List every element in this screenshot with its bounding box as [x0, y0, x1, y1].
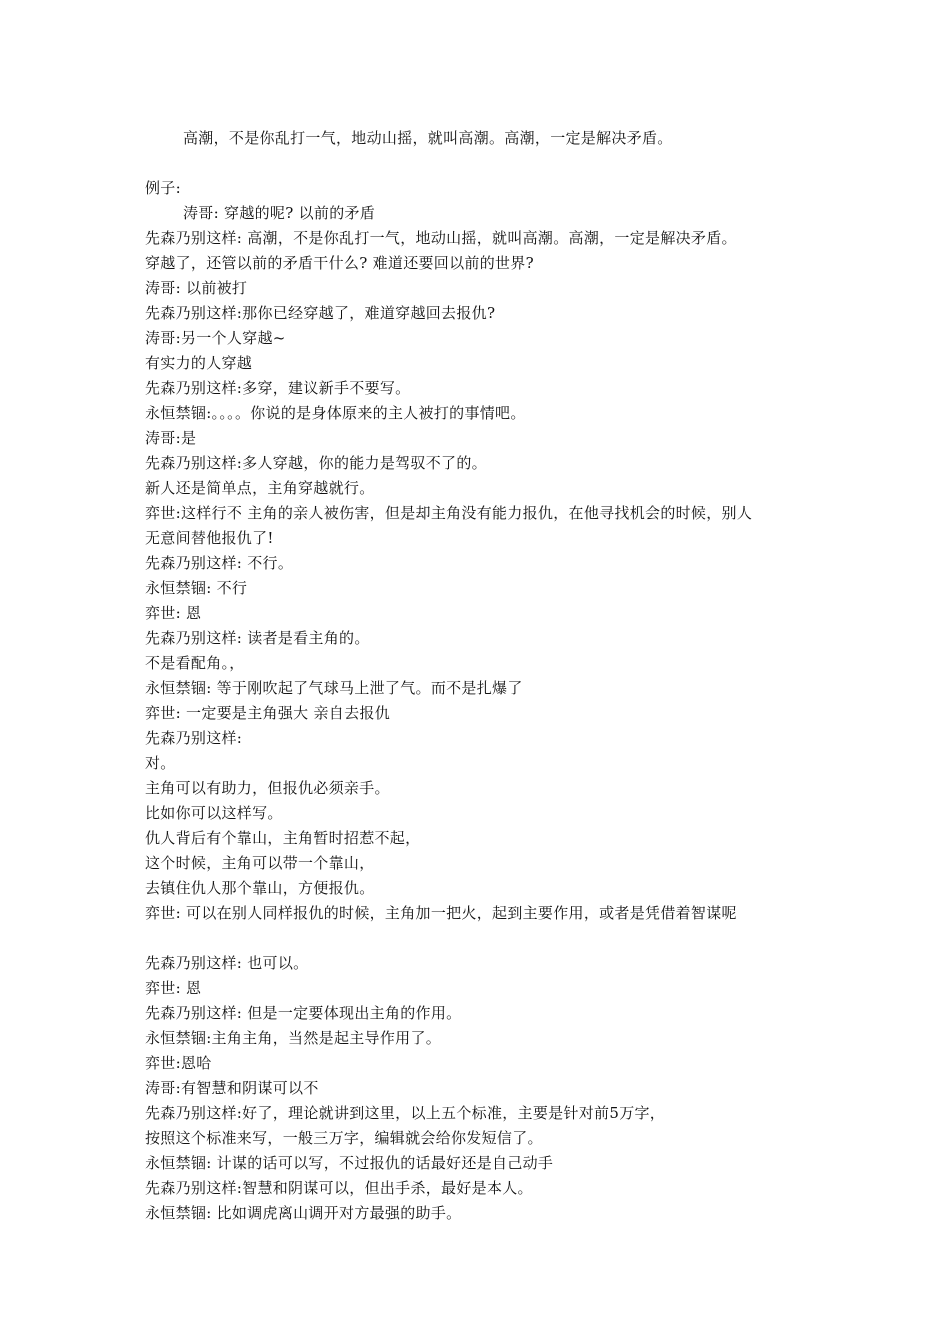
chat-line: 永恒禁锢: 计谋的话可以写，不过报仇的话最好还是自己动手	[145, 1154, 554, 1172]
chat-line: 新人还是简单点，主角穿越就行。	[145, 479, 375, 497]
chat-line: 弈世:恩哈	[145, 1054, 212, 1072]
chat-line: 按照这个标准来写，一般三万字，编辑就会给你发短信了。	[145, 1129, 543, 1147]
chat-line: 先森乃别这样:那你已经穿越了，难道穿越回去报仇?	[145, 304, 496, 322]
chat-line: 弈世: 一定要是主角强大 亲自去报仇	[145, 704, 390, 722]
chat-line: 主角可以有助力，但报仇必须亲手。	[145, 779, 390, 797]
chat-line: 先森乃别这样: 但是一定要体现出主角的作用。	[145, 1004, 462, 1022]
chat-line: 仇人背后有个靠山，主角暂时招惹不起，	[145, 829, 421, 847]
chat-line: 先森乃别这样: 高潮，不是你乱打一气，地动山摇，就叫高潮。高潮，一定是解决矛盾。	[145, 229, 737, 247]
chat-line: 先森乃别这样: 不行。	[145, 554, 294, 572]
chat-line: 永恒禁锢:。。。。你说的是身体原来的主人被打的事情吧。	[145, 404, 526, 422]
chat-line: 不是看配角。，	[145, 654, 245, 672]
chat-line: 先森乃别这样:多穿，建议新手不要写。	[145, 379, 411, 397]
chat-line: 去镇住仇人那个靠山，方便报仇。	[145, 879, 375, 897]
chat-line: 弈世: 恩	[145, 604, 202, 622]
chat-line: 弈世: 恩	[145, 979, 202, 997]
chat-line: 涛哥: 穿越的呢? 以前的矛盾	[183, 204, 376, 222]
chat-line: 永恒禁锢: 不行	[145, 579, 248, 597]
chat-line: 先森乃别这样:	[145, 729, 243, 747]
chat-line: 涛哥:有智慧和阴谋可以不	[145, 1079, 319, 1097]
chat-line: 比如你可以这样写。	[145, 804, 283, 822]
example-heading: 例子:	[145, 179, 181, 197]
chat-line: 永恒禁锢:主角主角，当然是起主导作用了。	[145, 1029, 442, 1047]
chat-line: 先森乃别这样:智慧和阴谋可以，但出手杀，最好是本人。	[145, 1179, 533, 1197]
chat-line: 先森乃别这样:好了，理论就讲到这里，以上五个标准，主要是针对前5万字，	[145, 1104, 666, 1122]
chat-line: 对。	[145, 754, 176, 772]
chat-line: 先森乃别这样: 也可以。	[145, 954, 309, 972]
chat-line: 永恒禁锢: 等于刚吹起了气球马上泄了气。而不是扎爆了	[145, 679, 523, 697]
chat-line: 永恒禁锢: 比如调虎离山调开对方最强的助手。	[145, 1204, 462, 1222]
intro-paragraph: 高潮，不是你乱打一气，地动山摇，就叫高潮。高潮，一定是解决矛盾。	[183, 129, 673, 147]
chat-line: 无意间替他报仇了!	[145, 529, 274, 547]
chat-line: 涛哥:另一个人穿越~	[145, 329, 286, 347]
chat-line: 弈世:这样行不 主角的亲人被伤害，但是却主角没有能力报仇，在他寻找机会的时候，别人	[145, 504, 753, 522]
chat-line: 涛哥:是	[145, 429, 197, 447]
chat-line: 弈世: 可以在别人同样报仇的时候，主角加一把火，起到主要作用，或者是凭借着智谋呢	[145, 904, 737, 922]
chat-line: 涛哥: 以前被打	[145, 279, 248, 297]
chat-line: 先森乃别这样: 读者是看主角的。	[145, 629, 370, 647]
chat-line: 这个时候，主角可以带一个靠山，	[145, 854, 375, 872]
chat-line: 有实力的人穿越	[145, 354, 253, 372]
chat-line: 先森乃别这样:多人穿越，你的能力是驾驭不了的。	[145, 454, 487, 472]
chat-line: 穿越了，还管以前的矛盾干什么? 难道还要回以前的世界?	[145, 254, 534, 272]
